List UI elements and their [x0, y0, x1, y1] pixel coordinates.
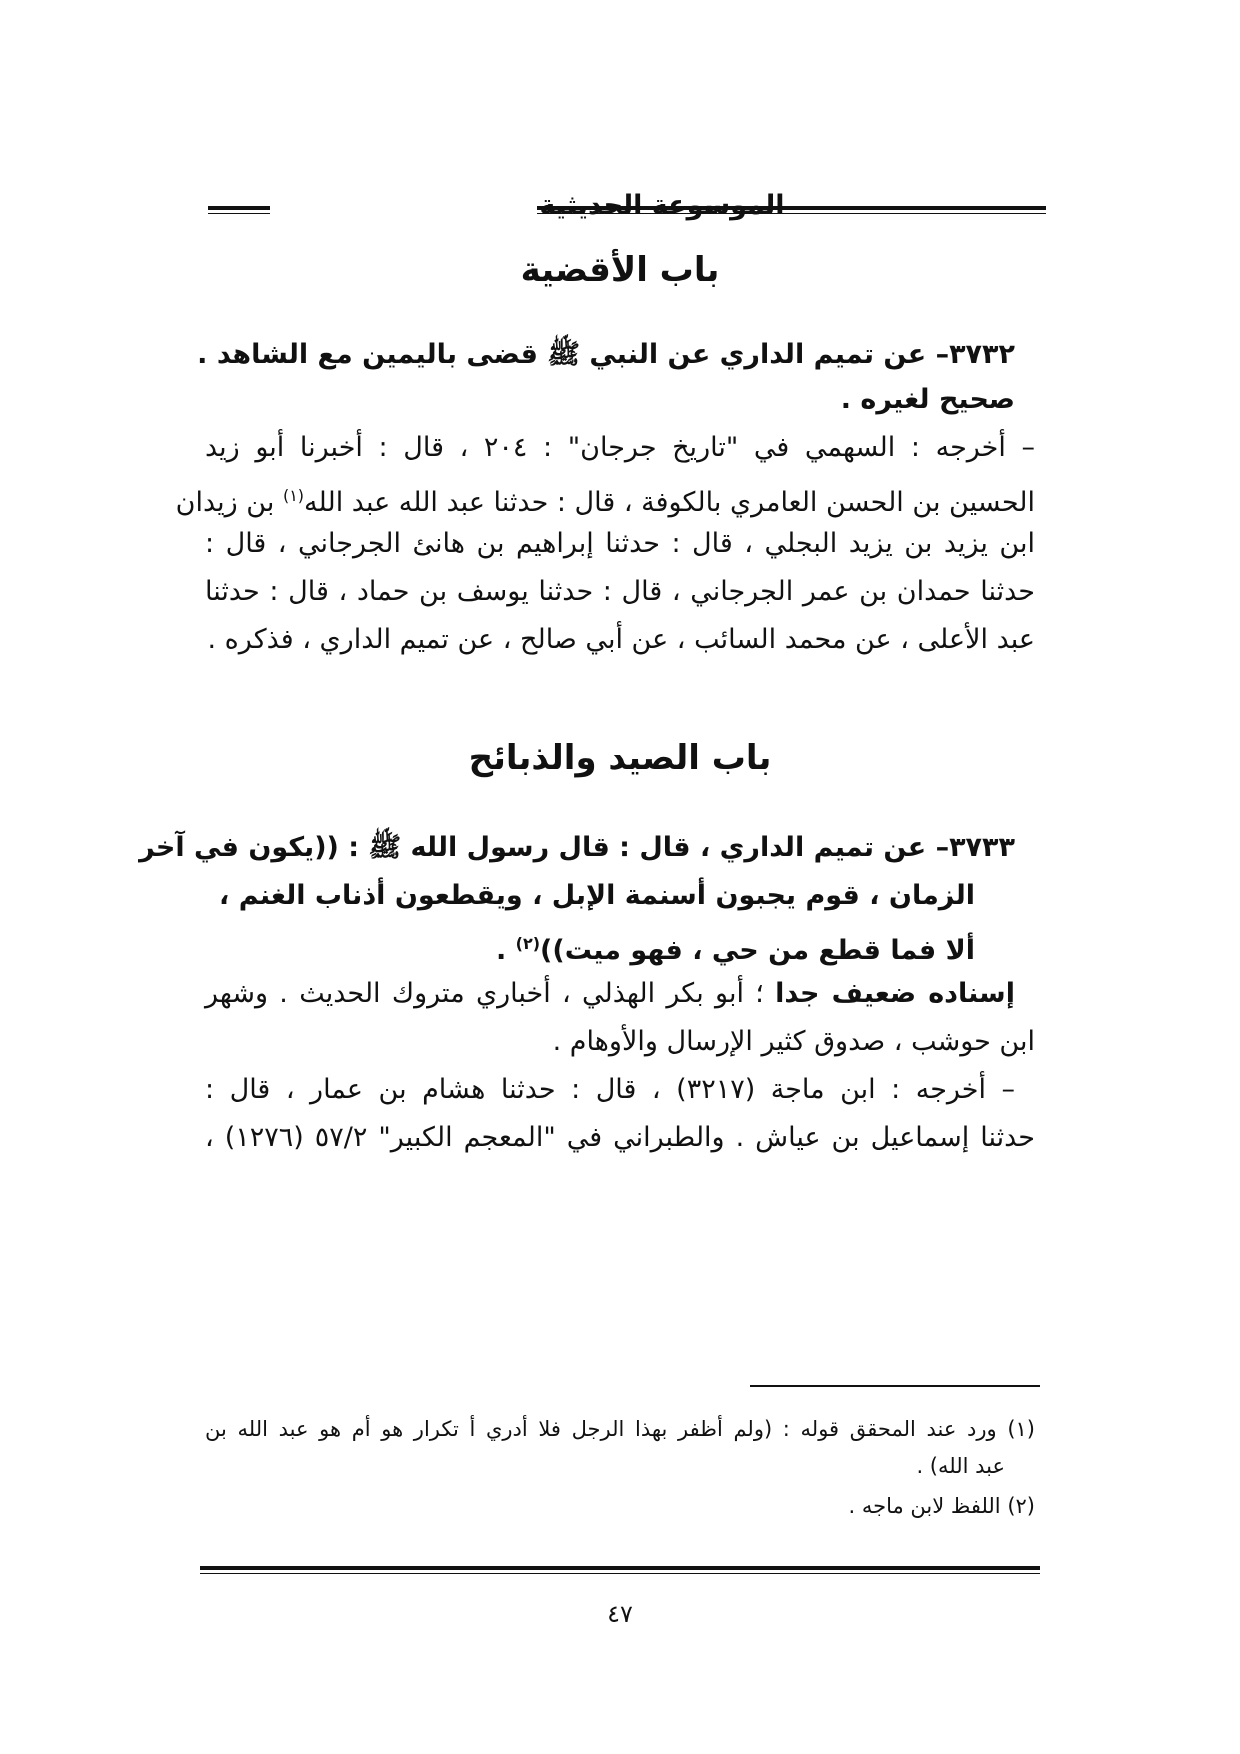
chapter-title-judgments: باب الأقضية: [520, 250, 720, 290]
isnad-rest: ؛ أبو بكر الهذلي ، أخباري متروك الحديث . وشهر: [205, 978, 776, 1009]
hadith-3732-grade: صحيح لغيره .: [840, 384, 1015, 415]
takhrij-3732-line-2: [175, 476, 1035, 523]
isnad-3733-line-1: [205, 974, 1015, 1014]
chapter-title-hunting: باب الصيد والذبائح: [468, 738, 772, 778]
isnad-grade: إسناده ضعيف جدا: [775, 978, 1015, 1009]
hadith-3733-line-3: [240, 924, 975, 971]
takhrij-3732-line-3: ابن يزيد بن يزيد البجلي ، قال : حدثنا إبراهيم بن هانئ الجرجاني ، قال :: [205, 528, 1035, 559]
hadith-3733-line-2: الزمان ، قوم يجبون أسنمة الإبل ، ويقطعون أذناب الغنم ،: [219, 880, 975, 911]
header-rule-short: [208, 206, 270, 214]
running-header: الموسوعة الحديثية: [539, 190, 785, 221]
hadith-3733-line-1: ٣٧٣٣– عن تميم الداري ، قال : قال رسول الله ﷺ : ((يكون في آخر: [139, 832, 1015, 863]
footnote-ref-1: (١): [282, 486, 305, 505]
footnote-separator: [750, 1385, 1040, 1387]
isnad-3733-line-2: ابن حوشب ، صدوق كثير الإرسال والأوهام .: [552, 1026, 1035, 1057]
hadith-3733-line-3-text: ألا فما قطع من حي ، فهو ميت)): [540, 935, 975, 966]
bottom-rule: [200, 1566, 1040, 1574]
page-number: ٤٧: [607, 1600, 633, 1628]
takhrij-3732-line-4: حدثنا حمدان بن عمر الجرجاني ، قال : حدثنا يوسف بن حماد ، قال : حدثنا: [205, 576, 1035, 607]
hadith-3733-line-3-end: .: [495, 935, 516, 966]
takhrij-3733-line-1: – أخرجه : ابن ماجة (٣٢١٧) ، قال : حدثنا هشام بن عمار ، قال :: [205, 1074, 1015, 1105]
takhrij-3733-line-2: حدثنا إسماعيل بن عياش . والطبراني في "المعجم الكبير" ٥٧/٢ (١٢٧٦) ،: [205, 1122, 1035, 1153]
footnote-2: (٢) اللفظ لابن ماجه .: [848, 1494, 1035, 1518]
takhrij-3732-line-1: – أخرجه : السهمي في "تاريخ جرجان" : ٢٠٤ ، قال : أخبرنا أبو زيد: [205, 432, 1035, 463]
takhrij-3732-line-2-tail: بن زيدان: [175, 487, 283, 518]
footnote-1-line-2: عبد الله) .: [916, 1454, 1005, 1478]
takhrij-3732-line-5: عبد الأعلى ، عن محمد السائب ، عن أبي صالح ، عن تميم الداري ، فذكره .: [207, 624, 1035, 655]
takhrij-3732-line-2-text: الحسين بن الحسن العامري بالكوفة ، قال : حدثنا عبد الله عبد الله: [304, 487, 1035, 518]
hadith-3732: ٣٧٣٢– عن تميم الداري عن النبي ﷺ قضى باليمين مع الشاهد .: [197, 339, 1015, 370]
footnote-ref-2: (٢): [515, 934, 541, 953]
footnote-1-line-1: (١) ورد عند المحقق قوله : (ولم أظفر بهذا الرجل فلا أدري أ تكرار هو أم هو عبد الله بن: [205, 1417, 1035, 1441]
